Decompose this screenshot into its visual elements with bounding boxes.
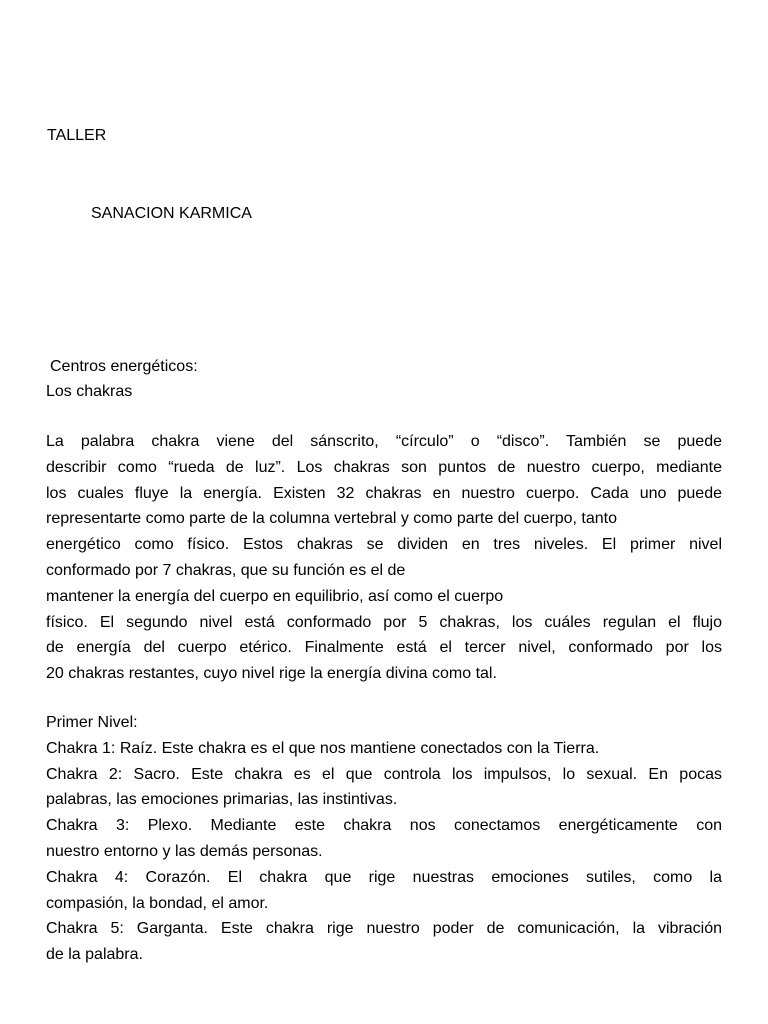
document-subtitle: SANACION KARMICA xyxy=(91,205,252,222)
section-subheading: Los chakras xyxy=(46,383,133,400)
paragraph-line: físico. El segundo nivel está conformado por 5 chakras, los cuáles regulan el flujo xyxy=(46,613,722,631)
level-heading: Primer Nivel: xyxy=(46,714,138,731)
chakra-line: de la palabra. xyxy=(46,946,143,964)
paragraph-line: 20 chakras restantes, cuyo nivel rige la energía divina como tal. xyxy=(46,665,497,683)
chakra-line: nuestro entorno y las demás personas. xyxy=(46,842,323,860)
intro-paragraph xyxy=(46,429,722,687)
paragraph-line: mantener la energía del cuerpo en equilibrio, así como el cuerpo xyxy=(46,587,504,605)
section-heading: Centros energéticos: xyxy=(50,358,198,375)
chakra-line: Chakra 1: Raíz. Este chakra es el que nos mantiene conectados con la Tierra. xyxy=(46,739,600,757)
chakra-line: Chakra 3: Plexo. Mediante este chakra nos conectamos energéticamente con xyxy=(46,817,722,835)
paragraph-line: La palabra chakra viene del sánscrito, “círculo” o “disco”. También se puede xyxy=(46,433,722,450)
paragraph-line: describir como “rueda de luz”. Los chakras son puntos de nuestro cuerpo, mediante xyxy=(46,458,722,476)
paragraph-line: los cuales fluye la energía. Existen 32 chakras en nuestro cuerpo. Cada uno puede xyxy=(46,484,722,502)
paragraph-line: conformado por 7 chakras, que su función es el de xyxy=(46,561,406,579)
chakra-line: Chakra 2: Sacro. Este chakra es el que controla los impulsos, lo sexual. En pocas xyxy=(46,765,722,783)
paragraph-line: de energía del cuerpo etérico. Finalmente está el tercer nivel, conformado por los xyxy=(46,639,722,657)
level-one-section xyxy=(46,710,722,968)
chakra-line: Chakra 4: Corazón. El chakra que rige nuestras emociones sutiles, como la xyxy=(46,868,722,886)
paragraph-line: energético como físico. Estos chakras se dividen en tres niveles. El primer nivel xyxy=(46,536,722,554)
paragraph-line: representarte como parte de la columna vertebral y como parte del cuerpo, tanto xyxy=(46,510,617,528)
chakra-line: Chakra 5: Garganta. Este chakra rige nuestro poder de comunicación, la vibración xyxy=(46,920,722,938)
chakra-line: compasión, la bondad, el amor. xyxy=(46,894,269,912)
chakra-line: palabras, las emociones primarias, las instintivas. xyxy=(46,791,398,809)
document-title: TALLER xyxy=(47,127,107,144)
